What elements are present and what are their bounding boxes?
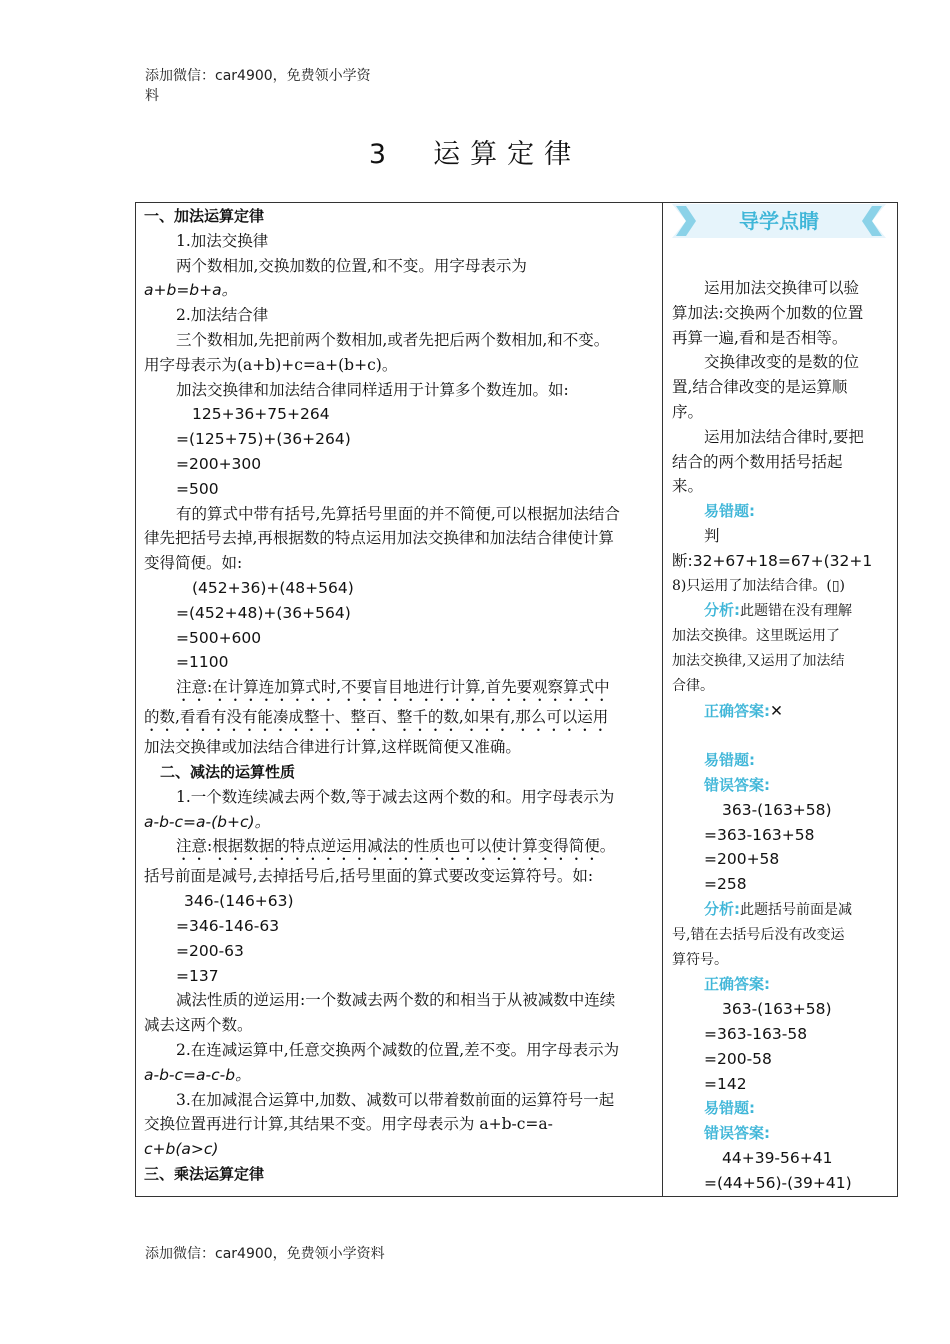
example2-line: =1100 <box>176 653 229 672</box>
wrong2-line: =200+58 <box>704 850 780 869</box>
paren-paragraph-line: 有的算式中带有括号,先算括号里面的并不简便,可以根据加法结合 <box>176 504 620 523</box>
spacer <box>672 723 886 748</box>
section-heading-subtraction: 二、减法的运算性质 <box>160 762 296 781</box>
analysis1-line: 此题错在没有理解 <box>740 603 852 620</box>
inverse-line: 减去这两个数。 <box>144 1016 253 1035</box>
item-commutative-desc: 两个数相加,交换加数的位置,和不变。用字母表示为 <box>176 256 527 275</box>
right2-line: =142 <box>704 1074 747 1093</box>
analysis1-line: 合律。 <box>672 677 714 694</box>
wrong2-line: =363-163+58 <box>704 825 815 844</box>
left-column <box>144 204 658 1187</box>
example1-line: =(125+75)+(36+264) <box>176 430 351 449</box>
item-commutative: 1.加法交换律 <box>176 231 269 250</box>
correct-label: 正确答案: <box>704 975 770 994</box>
wrong2-line: =258 <box>704 875 747 894</box>
example1-line: =200+300 <box>176 454 262 473</box>
tip1-line: 再算一遍,看和是否相等。 <box>672 328 848 347</box>
wrong3-line: 44+39-56+41 <box>722 1148 833 1167</box>
tip3-line: 运用加法结合律时,要把 <box>704 427 864 446</box>
error-label: 易错题: <box>704 502 755 521</box>
example3-line: 346-(146+63) <box>184 892 294 911</box>
paren-paragraph-line: 变得简便。如: <box>144 554 243 573</box>
example2-line: (452+36)+(48+564) <box>192 578 354 597</box>
example3-line: =346-146-63 <box>176 916 280 935</box>
tip1-line: 运用加法交换律可以验 <box>704 279 860 297</box>
paren-paragraph-line: 律先把括号去掉,再根据数的特点运用加法交换律和加法结合律使计算 <box>144 529 614 548</box>
analysis2-line: 号,错在去括号后没有改变运 <box>672 926 845 943</box>
right2-line: =363-163-58 <box>704 1024 808 1043</box>
right2-line: 363-(163+58) <box>722 1000 832 1019</box>
sub-rule3-line: 3.在加减混合运算中,加数、减数可以带着数前面的运算符号一起 <box>176 1090 615 1109</box>
tip2-line: 序。 <box>672 402 704 421</box>
question1-line: 8)只运用了加法结合律。(▯) <box>672 577 845 594</box>
error-label: 易错题: <box>704 751 755 770</box>
formula-sub1: a-b-c=a-(b+c)。 <box>144 812 271 831</box>
sub-rule3-line: 交换位置再进行计算,其结果不变。用字母表示为 a+b-c=a- <box>144 1115 553 1134</box>
example2-line: =(452+48)+(36+564) <box>176 603 351 622</box>
item-associative-desc1: 三个数相加,先把前两个数相加,或者先把后两个数相加,和不变。 <box>176 330 610 349</box>
item-associative: 2.加法结合律 <box>176 306 269 325</box>
item-associative-desc2: 用字母表示为(a+b)+c=a+(b+c)。 <box>144 355 398 374</box>
section-heading-addition: 一、加法运算定律 <box>144 207 265 225</box>
page-title: 3 运算定律 <box>368 139 582 170</box>
tip1-line: 算加法:交换两个加数的位置 <box>672 303 864 322</box>
sub-rule2: 2.在连减运算中,任意交换两个减数的位置,差不变。用字母表示为 <box>176 1040 620 1059</box>
note-addition-line: 加法交换律或加法结合律进行计算,这样既简便又准确。 <box>144 738 521 757</box>
analysis1-line: 加法交换律。这里既运用了 <box>672 628 840 645</box>
wrong3-line: =(44+56)-(39+41) <box>704 1173 852 1192</box>
analysis2-line: 算符号。 <box>672 951 728 968</box>
right-column <box>672 276 886 1195</box>
watermark-top-line1: 添加微信：car4900，免费领小学资 <box>145 68 371 84</box>
wrong-answer-label: 错误答案: <box>704 775 770 794</box>
example3-line: =200-63 <box>176 941 244 960</box>
column-divider <box>662 202 663 1197</box>
formula-sub2: a-b-c=a-c-b。 <box>144 1065 251 1084</box>
formula-commutative: a+b=b+a。 <box>144 281 238 300</box>
sub-rule3-line: c+b(a>c) <box>144 1140 219 1159</box>
correct-label: 正确答案: <box>704 701 770 720</box>
right2-line: =200-58 <box>704 1049 772 1068</box>
tip3-line: 来。 <box>672 477 704 496</box>
tip3-line: 结合的两个数用括号括起 <box>672 452 843 471</box>
apply-text: 加法交换律和加法结合律同样适用于计算多个数连加。如: <box>176 380 569 399</box>
watermark-bottom: 添加微信：car4900，免费领小学资料 <box>145 1246 385 1262</box>
wrong2-line: 363-(163+58) <box>722 800 832 819</box>
analysis-label: 分析: <box>704 899 740 918</box>
sub-rule1: 1.一个数连续减去两个数,等于减去这两个数的和。用字母表示为 <box>176 787 615 806</box>
note-subtraction-line: 注意:根据数据的特点逆运用减法的性质也可以使计算变得简便。 <box>176 837 616 856</box>
example1-line: 125+36+75+264 <box>192 405 330 424</box>
watermark-top-line2: 料 <box>145 88 159 104</box>
tip2-line: 置,结合律改变的是运算顺 <box>672 378 848 397</box>
tip2-line: 交换律改变的是数的位 <box>704 353 860 372</box>
analysis1-line: 加法交换律,又运用了加法结 <box>672 652 845 669</box>
wrong-answer-label: 错误答案: <box>704 1124 770 1143</box>
watermark-top <box>145 66 395 106</box>
section-heading-multiplication: 三、乘法运算定律 <box>144 1164 265 1183</box>
question1-line: 断:32+67+18=67+(32+1 <box>672 551 873 570</box>
example3-line: =137 <box>176 966 219 985</box>
note-addition-line: 注意:在计算连加算式时,不要盲目地进行计算,首先要观察算式中 <box>176 678 610 697</box>
note-subtraction-line: 括号前面是减号,去掉括号后,括号里面的算式要改变运算符号。如: <box>144 867 594 886</box>
question1-line: 判 <box>704 526 720 545</box>
error-label: 易错题: <box>704 1099 755 1118</box>
banner-title: 导学点睛 <box>739 209 819 233</box>
inverse-line: 减法性质的逆运用:一个数减去两个数的和相当于从被减数中连续 <box>176 991 616 1010</box>
example2-line: =500+600 <box>176 628 262 647</box>
example1-line: =500 <box>176 479 219 498</box>
note-addition-line: 的数,看看有没有能凑成整十、整百、整千的数,如果有,那么可以运用 <box>144 708 609 727</box>
guide-banner <box>672 204 886 238</box>
analysis-label: 分析: <box>704 601 740 620</box>
analysis2-line: 此题括号前面是减 <box>740 901 852 918</box>
correct-answer-mark: ✕ <box>770 701 783 720</box>
